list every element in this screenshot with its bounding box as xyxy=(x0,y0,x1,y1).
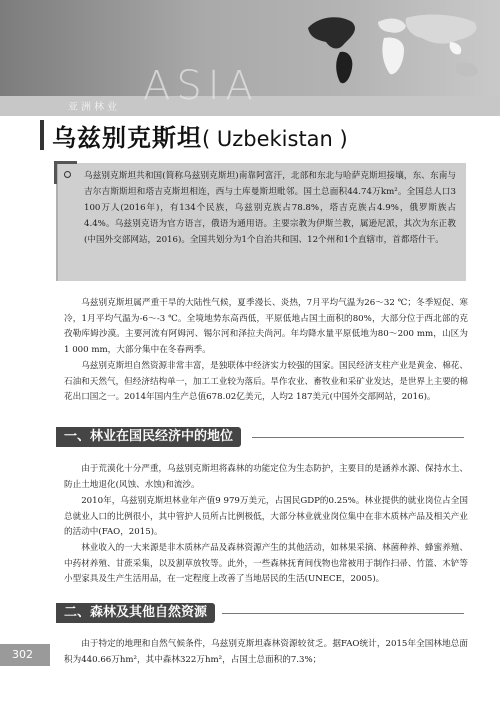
title-english: ( Uzbekistan ) xyxy=(202,127,348,151)
section-heading-1: 一、林业在国民经济中的地位 xyxy=(56,427,241,447)
paragraph-climate: 乌兹别克斯坦属严重干旱的大陆性气候，夏季漫长、炎热，7月平均气温为26～32 ℃；冬季短促、寒冷，1月平均气温为-6～-3 ℃。全境地势东高西低，平原低地占国土面积的80%，大部分位于西北部的克孜勒库姆沙漠。主要河流有阿姆河、锡尔河和泽拉夫尚河。年均降水量平原低地为80～200 mm，山区为1 000 mm，大部分集中在冬春两季。 xyxy=(64,298,468,355)
paragraph-forestry-output: 2010年，乌兹别克斯坦林业年产值9 979万美元，占国民GDP的0.25%。林业提供的就业岗位占全国总就业人口的比例很小，其中管护人员所占比例极低，大部分林业就业岗位集中在非木质林产品及相关产业的活动中(FAO，2015)。 xyxy=(64,496,468,538)
paragraph-forestry-income: 林业收入的一大来源是非木质林产品及森林资源产生的其他活动，如林果采摘、林菌种养、蜂蜜养殖、中药材养殖、甘蔗采集，以及割草放牧等。此外，一些森林抚育间伐物也常被用于制作扫帚、竹篮、木铲等小型家具及生产生活用品，在一定程度上改善了当地居民的生活(UNECE，2005)。 xyxy=(64,543,468,585)
chapter-header-banner xyxy=(0,0,500,116)
section-heading-2: 二、森林及其他自然资源 xyxy=(56,603,215,623)
page-number: 302 xyxy=(12,648,33,661)
section-rule-2 xyxy=(222,613,464,614)
intro-text: 乌兹别克斯坦共和国(简称乌兹别克斯坦)南靠阿富汗，北部和东北与哈萨克斯坦接壤，东、东南与吉尔吉斯斯坦和塔吉克斯坦相连，西与土库曼斯坦毗邻。国土总面积44.74万km²。全国总人口3 100万人(2016年)，有134个民族，乌兹别克族占78.8%，塔吉克族占4.9%，俄罗斯族占4.4%。乌兹别克语为官方语言，俄语为通用语。主要宗教为伊斯兰教，属逊尼派，其次为东正教(中国外交部网站，2016)。全国共划分为1个自治共和国、12个州和1个直辖市，首都塔什干。 xyxy=(84,171,456,246)
paragraph-forest-resources: 由于特定的地理和自然气候条件，乌兹别克斯坦森林资源较贫乏。据FAO统计，2015年全国林地总面积为440.66万hm²，其中森林322万hm²，占国土总面积的7.3%； xyxy=(64,639,468,665)
region-label: 亚洲林业 xyxy=(68,102,120,113)
paragraph-economy: 乌兹别克斯坦自然资源非常丰富，是独联体中经济实力较强的国家。国民经济支柱产业是黄金、棉花、石油和天然气，但经济结构单一，加工工业较为落后。旱作农业、畜牧业和采矿业发达，是世界上主要的棉花出口国之一。2014年国内生产总值678.02亿美元，人均2 187美元(中国外交部网站，2016)。 xyxy=(64,361,468,403)
region-watermark: ASIA xyxy=(143,63,259,109)
world-map-graphic xyxy=(300,8,490,90)
title-chinese: 乌兹别克斯坦 xyxy=(52,124,202,152)
title-accent-bar xyxy=(40,120,44,150)
intro-bullet-icon xyxy=(64,171,71,178)
section-rule-1 xyxy=(252,437,464,438)
paragraph-forest-function: 由于荒漠化十分严重，乌兹别克斯坦将森林的功能定位为生态防护，主要目的是涵养水源、保持水土、防止土地退化(风蚀、水蚀)和流沙。 xyxy=(64,464,468,490)
page-title xyxy=(52,118,348,153)
